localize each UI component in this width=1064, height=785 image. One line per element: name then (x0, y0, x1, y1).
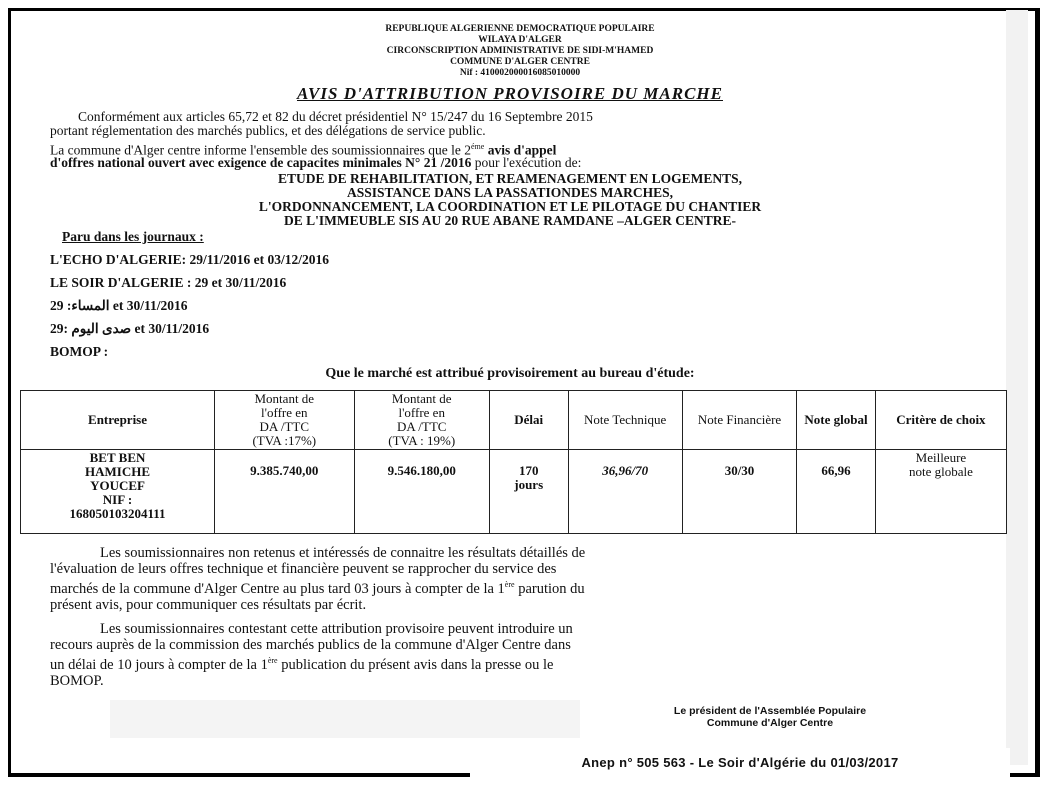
header-line: WILAYA D'ALGER (478, 35, 562, 45)
col-header: Montant de l'offre en DA /TTC (TVA :17%) (215, 391, 355, 450)
cell-note-financiere: 30/30 (682, 450, 796, 534)
scan-edge (1006, 10, 1028, 765)
journal-item: L'ECHO D'ALGERIE: 29/11/2016 et 03/12/2016 (50, 252, 330, 267)
attribution-line: Que le marché est attribué provisoirement au bureau d'étude: (325, 366, 695, 381)
journal-item: LE SOIR D'ALGERIE : 29 et 30/11/2016 (50, 275, 287, 290)
scan-shade (110, 700, 580, 738)
header-block (240, 24, 800, 79)
col-header: Critère de choix (875, 391, 1006, 450)
table-header-row (21, 391, 1007, 450)
project-line: ETUDE DE REHABILITATION, ET REAMENAGEMENT EN LOGEMENTS, (277, 171, 743, 186)
header-line: CIRCONSCRIPTION ADMINISTRATIVE DE SIDI-M'HAMED (386, 46, 654, 56)
col-header: Entreprise (21, 391, 215, 450)
col-header: Note Technique (568, 391, 682, 450)
signature-block (600, 705, 940, 729)
col-header: Note Financière (682, 391, 796, 450)
journals-heading: Paru dans les journaux : (62, 229, 204, 244)
paragraph-non-retenus: Les soumissionnaires non retenus et intéressés de connaitre les résultats détaillés de l'évaluation de leurs offres technique et financière peuvent se rapprocher du service des marchés de la commune d'Alger Centre au plus tard 03 jours à compter de la 1ère parution du présent avis, pour communiquer ces résultats par écrit. (50, 545, 586, 613)
cell-delai: 170 jours (489, 450, 568, 534)
col-header: Montant de l'offre en DA /TTC (TVA : 19%) (354, 391, 489, 450)
header-line: REPUBLIQUE ALGERIENNE DEMOCRATIQUE POPULAIRE (385, 24, 655, 34)
cell-note-technique: 36,96/70 (568, 450, 682, 534)
page-title: AVIS D'ATTRIBUTION PROVISOIRE DU MARCHE (296, 84, 723, 103)
anep-reference: Anep n° 505 563 - Le Soir d'Algérie du 01/03/2017 (470, 748, 1010, 778)
table-row (21, 450, 1007, 534)
header-line: COMMUNE D'ALGER CENTRE (450, 57, 590, 67)
project-line: ASSISTANCE DANS LA PASSATIONDES MARCHES, (347, 185, 673, 200)
cell-montant-17: 9.385.740,00 (215, 450, 355, 534)
project-line: L'ORDONNANCEMENT, LA COORDINATION ET LE PILOTAGE DU CHANTIER (258, 199, 762, 214)
intro-line: d'offres national ouvert avec exigence de capacites minimales N° 21 /2016 pour l'exécution de: (50, 155, 582, 170)
journal-item: المساء: 29 et 30/11/2016 (50, 298, 188, 313)
journal-item: صدى اليوم :29 et 30/11/2016 (50, 321, 210, 336)
paragraph-recours: Les soumissionnaires contestant cette attribution provisoire peuvent introduire un recours auprès de la commission des marchés publics de la commune d'Alger Centre dans un délai de 10 jours à compter de la 1ère publication du présent avis dans la presse ou le BOMOP. (50, 621, 573, 689)
col-header: Note global (797, 391, 876, 450)
cell-note-global: 66,96 (797, 450, 876, 534)
cell-entreprise: BET BEN HAMICHE YOUCEF NIF : 168050103204111 (21, 450, 215, 534)
col-header: Délai (489, 391, 568, 450)
signature-line: Le président de l'Assemblée Populaire (673, 705, 867, 717)
intro-line: La commune d'Alger centre informe l'ensemble des soumissionnaires que le $2^{éme}$ avis d'appel (50, 142, 557, 158)
journal-item: BOMOP : (50, 344, 109, 359)
intro-line: Conformément aux articles 65,72 et 82 du décret présidentiel N° 15/247 du 16 Septembre 2015 (78, 109, 593, 124)
results-table (20, 390, 1007, 534)
project-line: DE L'IMMEUBLE SIS AU 20 RUE ABANE RAMDANE –ALGER CENTRE- (284, 213, 736, 228)
cell-montant-19: 9.546.180,00 (354, 450, 489, 534)
header-nif: Nif : 410002000016085010000 (459, 68, 581, 78)
signature-line: Commune d'Alger Centre (706, 717, 834, 729)
cell-critere: Meilleure note globale (875, 450, 1006, 534)
intro-line: portant réglementation des marchés publics, et des délégations de service public. (50, 123, 486, 138)
